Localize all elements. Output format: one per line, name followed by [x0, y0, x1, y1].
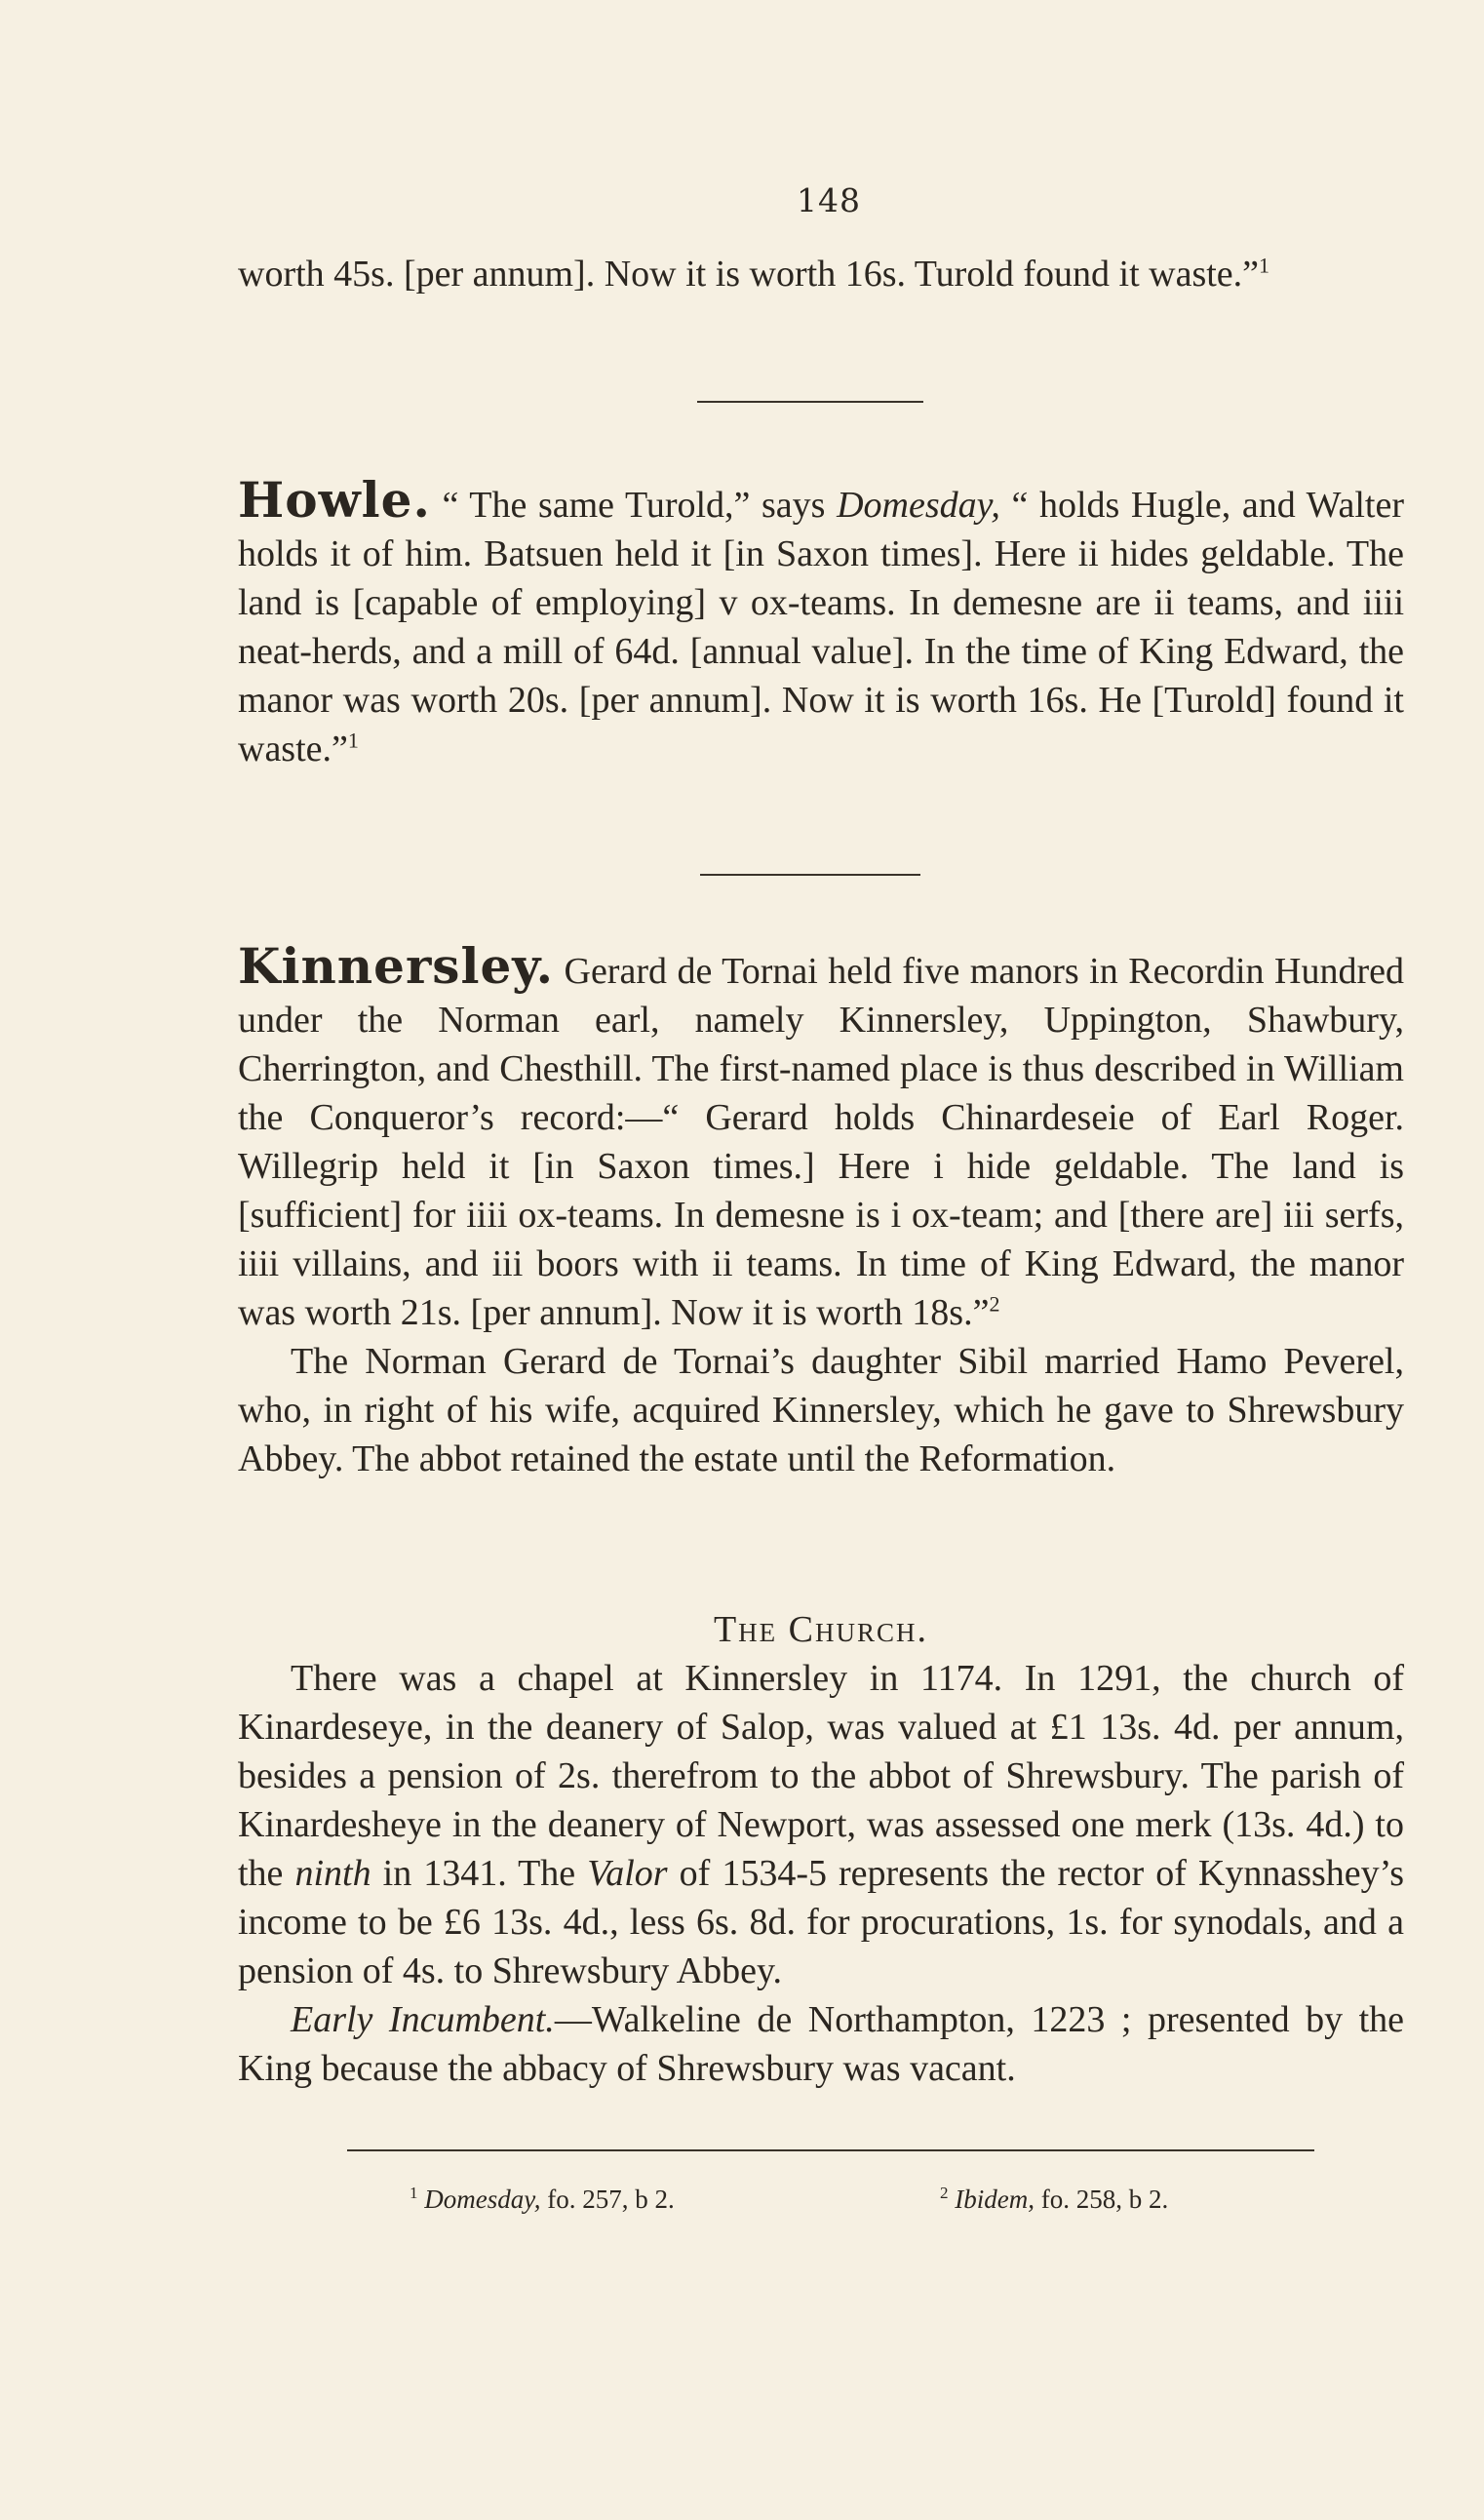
footnote-ref-1: 1 — [1259, 253, 1270, 278]
section-heading-kinnersley: Kinnersley. — [238, 937, 554, 995]
section-divider — [700, 874, 920, 876]
carryover-paragraph — [238, 250, 1404, 298]
hugle-section — [238, 471, 1404, 773]
church-heading: The Church. — [713, 1609, 929, 1650]
hugle-text-start: “ The same Turold,” says — [442, 485, 838, 526]
early-incumbent-label: Early Incumbent. — [291, 1999, 555, 2040]
hugle-text-body: “ holds Hugle, and Walter holds it of him. Batsuen held it [in Saxon times]. Here ii hides geldable. The land is [capable of employing] v ox-teams. In demesne are ii teams, and iiii neat-herds, and a mill of 64d. [annual value]. In the time of King Edward, the manor was worth 20s. [per annum]. Now it is worth 16s. He [Turold] found it waste.” — [238, 485, 1404, 769]
church-paragraph-1: There was a chapel at Kinnersley in 1174. In 1291, the church of Kinardeseye, in the deanery of Salop, was valued at £1 13s. 4d. per annum, besides a pension of 2s. therefrom to the abbot of Shrewsbury. The parish of Kinardesheye in the deanery of Newport, was assessed one merk (13s. 4d.) to the ninth in 1341. The Valor of 1534-5 represents the rector of Kynnasshey’s income to be £6 13s. 4d., less 6s. 8d. for procurations, 1s. for synodals, and a pension of 4s. to Shrewsbury Abbey. — [238, 1658, 1404, 1991]
section-divider — [697, 401, 923, 403]
footnote-ref-1b: 1 — [347, 728, 359, 753]
kinnersley-text: Gerard de Tornai held five manors in Recordin Hundred under the Norman earl, namely Kinnersley, Uppington, Shawbury, Cherrington, and Chesthill. The first-named place is thus described in William the Conqueror’s record:—“ Gerard holds Chinardeseie of Earl Roger. Willegrip held it [in Saxon times.] Here i hide geldable. The land is [sufficient] for iiii ox-teams. In demesne is i ox-team; and [there are] iii serfs, iiii villains, and iii boors with ii teams. In time of King Edward, the manor was worth 21s. [per annum]. Now it is worth 18s.” — [238, 951, 1404, 1333]
page-number: 148 — [797, 181, 861, 219]
domesday-italic: Domesday, — [837, 485, 1000, 526]
church-section — [238, 1605, 1404, 2093]
carryover-text: worth 45s. [per annum]. Now it is worth 16s. Turold found it waste.” — [238, 254, 1260, 295]
church-paragraph-2: Early Incumbent.—Walkeline de Northampton, 1223 ; presented by the King because the abbacy of Shrewsbury was vacant. — [238, 1999, 1404, 2089]
footnote-ref-2: 2 — [989, 1291, 1000, 1317]
kinnersley-section — [238, 937, 1404, 1483]
footnote-1: $^1$ Domesday, fo. 257, b 2. — [410, 2184, 675, 2214]
section-heading-howle: Howle. — [238, 471, 431, 529]
kinnersley-paragraph-2: The Norman Gerard de Tornai’s daughter Sibil married Hamo Peverel, who, in right of his wife, acquired Kinnersley, which he gave to Shrewsbury Abbey. The abbot retained the estate until the Reformation. — [238, 1341, 1404, 1479]
footnote-2: $^2$ Ibidem, fo. 258, b 2. — [940, 2184, 1169, 2214]
footnote-rule — [347, 2149, 1314, 2151]
